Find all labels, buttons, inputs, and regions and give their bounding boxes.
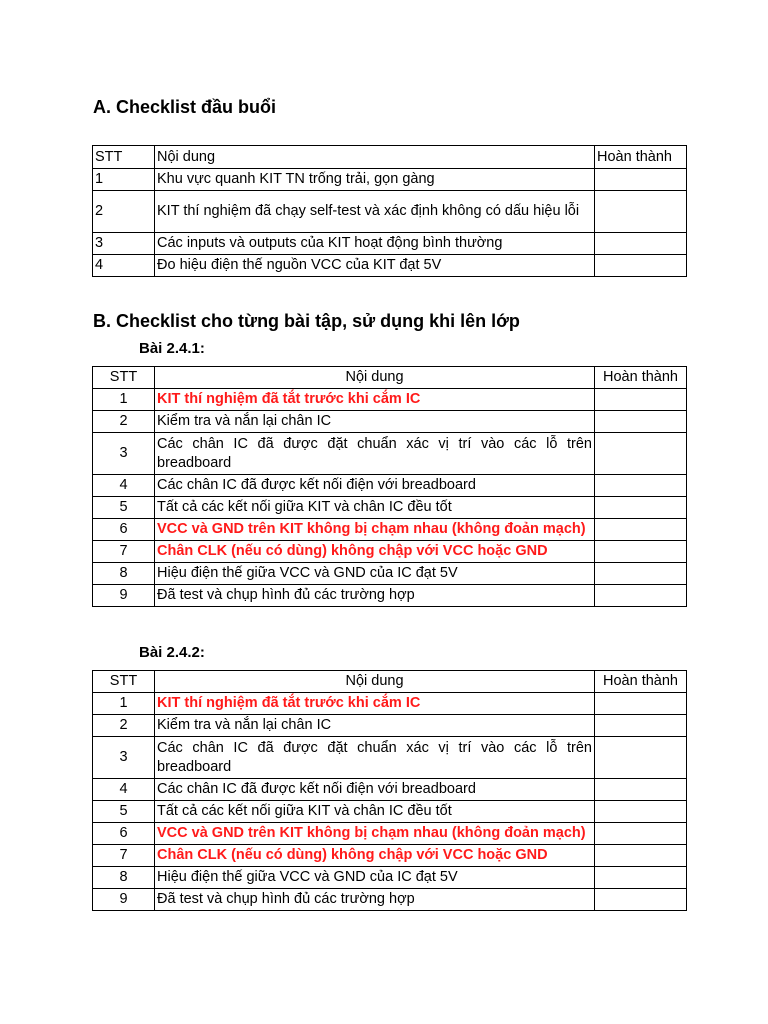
- row-stt: 8: [93, 563, 155, 585]
- table-row: [93, 433, 687, 475]
- table-row: [93, 541, 687, 563]
- row-content: Hiệu điện thế giữa VCC và GND của IC đạt 5V: [155, 867, 595, 889]
- row-stt: 2: [93, 715, 155, 737]
- table-header-row: [93, 671, 687, 693]
- exercise-2-title: Bài 2.4.2:: [139, 644, 205, 661]
- row-done-checkbox[interactable]: [595, 779, 687, 801]
- row-stt: 4: [93, 255, 155, 277]
- row-content: VCC và GND trên KIT không bị chạm nhau (không đoản mạch): [155, 519, 595, 541]
- row-content: Các inputs và outputs của KIT hoạt động bình thường: [155, 233, 595, 255]
- row-content: Tất cả các kết nối giữa KIT và chân IC đều tốt: [155, 801, 595, 823]
- row-done-checkbox[interactable]: [595, 585, 687, 607]
- section-b-title: B. Checklist cho từng bài tập, sử dụng khi lên lớp: [93, 311, 520, 331]
- row-done-checkbox[interactable]: [595, 519, 687, 541]
- section-a-title: A. Checklist đầu buổi: [93, 97, 277, 117]
- table-row: [93, 823, 687, 845]
- row-done-checkbox[interactable]: [595, 845, 687, 867]
- checklist-table-exercise-2: [92, 670, 687, 911]
- row-done-checkbox[interactable]: [595, 233, 687, 255]
- row-content: Các chân IC đã được đặt chuẩn xác vị trí vào các lỗ trên breadboard: [155, 433, 595, 475]
- table-row: [93, 411, 687, 433]
- table-header-row: [93, 367, 687, 389]
- row-done-checkbox[interactable]: [595, 823, 687, 845]
- row-done-checkbox[interactable]: [595, 169, 687, 191]
- row-content: Khu vực quanh KIT TN trống trải, gọn gàng: [155, 169, 595, 191]
- checklist-table-exercise-1: [92, 366, 687, 607]
- row-content: Đã test và chụp hình đủ các trường hợp: [155, 889, 595, 911]
- row-stt: 3: [93, 233, 155, 255]
- table-row: [93, 563, 687, 585]
- row-content: Chân CLK (nếu có dùng) không chập với VCC hoặc GND: [155, 845, 595, 867]
- row-stt: 7: [93, 845, 155, 867]
- table-row: [93, 255, 687, 277]
- table-row: [93, 801, 687, 823]
- row-content: Các chân IC đã được kết nối điện với breadboard: [155, 779, 595, 801]
- table-row: [93, 889, 687, 911]
- row-content: Chân CLK (nếu có dùng) không chập với VCC hoặc GND: [155, 541, 595, 563]
- row-stt: 3: [93, 737, 155, 779]
- row-content: Hiệu điện thế giữa VCC và GND của IC đạt 5V: [155, 563, 595, 585]
- header-content: Nội dung: [155, 671, 595, 693]
- row-stt: 1: [93, 169, 155, 191]
- header-done: Hoàn thành: [595, 671, 687, 693]
- table-row: [93, 497, 687, 519]
- row-done-checkbox[interactable]: [595, 411, 687, 433]
- row-done-checkbox[interactable]: [595, 389, 687, 411]
- row-content: Đã test và chụp hình đủ các trường hợp: [155, 585, 595, 607]
- row-done-checkbox[interactable]: [595, 867, 687, 889]
- row-done-checkbox[interactable]: [595, 541, 687, 563]
- row-content: Kiểm tra và nắn lại chân IC: [155, 715, 595, 737]
- row-stt: 2: [93, 411, 155, 433]
- row-done-checkbox[interactable]: [595, 737, 687, 779]
- row-done-checkbox[interactable]: [595, 693, 687, 715]
- row-content: Kiểm tra và nắn lại chân IC: [155, 411, 595, 433]
- table-row: [93, 389, 687, 411]
- header-stt: STT: [93, 146, 155, 169]
- row-content: KIT thí nghiệm đã tắt trước khi cắm IC: [155, 693, 595, 715]
- row-content: Các chân IC đã được kết nối điện với breadboard: [155, 475, 595, 497]
- row-stt: 2: [93, 191, 155, 233]
- table-row: [93, 693, 687, 715]
- row-content: Các chân IC đã được đặt chuẩn xác vị trí vào các lỗ trên breadboard: [155, 737, 595, 779]
- row-stt: 8: [93, 867, 155, 889]
- header-stt: STT: [93, 671, 155, 693]
- row-content: KIT thí nghiệm đã tắt trước khi cắm IC: [155, 389, 595, 411]
- row-stt: 9: [93, 585, 155, 607]
- row-stt: 7: [93, 541, 155, 563]
- table-row: [93, 779, 687, 801]
- table-row: [93, 475, 687, 497]
- row-done-checkbox[interactable]: [595, 255, 687, 277]
- row-stt: 5: [93, 801, 155, 823]
- header-done: Hoàn thành: [595, 367, 687, 389]
- row-stt: 4: [93, 475, 155, 497]
- header-stt: STT: [93, 367, 155, 389]
- table-row: [93, 233, 687, 255]
- row-done-checkbox[interactable]: [595, 191, 687, 233]
- table-row: [93, 519, 687, 541]
- row-done-checkbox[interactable]: [595, 433, 687, 475]
- row-content: VCC và GND trên KIT không bị chạm nhau (không đoản mạch): [155, 823, 595, 845]
- table-row: [93, 585, 687, 607]
- row-content: Đo hiệu điện thế nguồn VCC của KIT đạt 5V: [155, 255, 595, 277]
- row-done-checkbox[interactable]: [595, 563, 687, 585]
- row-stt: 1: [93, 693, 155, 715]
- table-row: [93, 867, 687, 889]
- header-content: Nội dung: [155, 367, 595, 389]
- checklist-table-a: [92, 145, 687, 277]
- row-stt: 9: [93, 889, 155, 911]
- row-stt: 4: [93, 779, 155, 801]
- table-row: [93, 191, 687, 233]
- exercise-1-title: Bài 2.4.1:: [139, 340, 205, 357]
- header-content: Nội dung: [155, 146, 595, 169]
- table-row: [93, 715, 687, 737]
- table-header-row: [93, 146, 687, 169]
- row-done-checkbox[interactable]: [595, 475, 687, 497]
- header-done: Hoàn thành: [595, 146, 687, 169]
- table-row: [93, 169, 687, 191]
- row-done-checkbox[interactable]: [595, 801, 687, 823]
- row-stt: 6: [93, 823, 155, 845]
- table-row: [93, 845, 687, 867]
- row-stt: 3: [93, 433, 155, 475]
- row-done-checkbox[interactable]: [595, 889, 687, 911]
- table-row: [93, 737, 687, 779]
- row-content: Tất cả các kết nối giữa KIT và chân IC đều tốt: [155, 497, 595, 519]
- row-content: KIT thí nghiệm đã chạy self-test và xác định không có dấu hiệu lỗi: [155, 191, 595, 233]
- row-done-checkbox[interactable]: [595, 715, 687, 737]
- row-stt: 1: [93, 389, 155, 411]
- row-done-checkbox[interactable]: [595, 497, 687, 519]
- row-stt: 6: [93, 519, 155, 541]
- row-stt: 5: [93, 497, 155, 519]
